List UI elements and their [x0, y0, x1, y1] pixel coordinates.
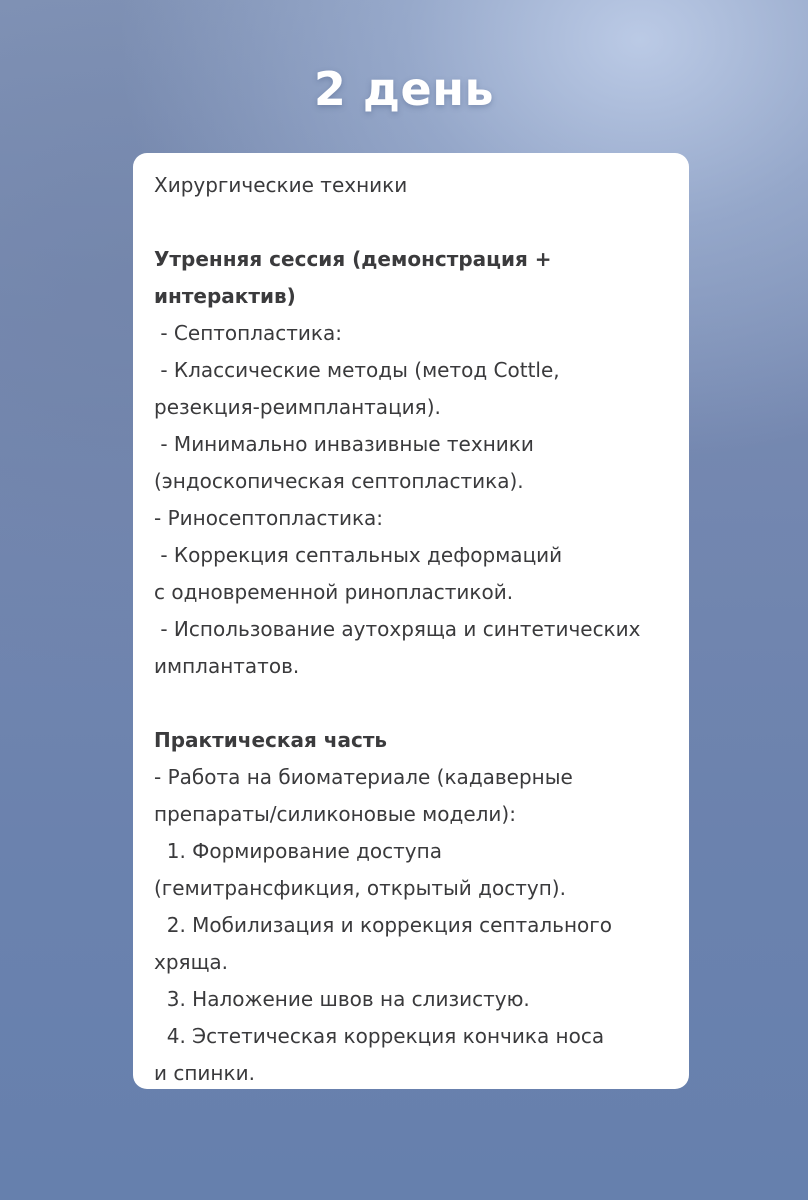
list-item: имплантатов.: [154, 654, 300, 678]
morning-session-title: Утренняя сессия (демонстрация +: [154, 247, 552, 271]
spacer: [154, 204, 689, 241]
list-item: - Минимально инвазивные техники: [154, 432, 534, 456]
list-item: 3. Наложение швов на слизистую.: [154, 987, 530, 1011]
list-item: препараты/силиконовые модели):: [154, 802, 516, 826]
list-item: (эндоскопическая септопластика).: [154, 469, 524, 493]
program-card: [133, 153, 689, 1089]
list-item: - Септопластика:: [154, 321, 342, 345]
list-item: резекция-реимплантация).: [154, 395, 441, 419]
list-item: хряща.: [154, 950, 229, 974]
list-item: 2. Мобилизация и коррекция септального: [154, 913, 613, 937]
list-item: - Коррекция септальных деформаций: [154, 543, 563, 567]
list-item: (гемитрансфикция, открытый доступ).: [154, 876, 566, 900]
list-item: 4. Эстетическая коррекция кончика носа: [154, 1024, 605, 1048]
list-item: - Риносептопластика:: [154, 506, 384, 530]
morning-session-title-cont: интерактив): [154, 284, 296, 308]
list-item: 1. Формирование доступа: [154, 839, 442, 863]
page-title: 2 день: [313, 62, 495, 116]
list-item: - Работа на биоматериале (кадаверные: [154, 765, 573, 789]
list-item: с одновременной ринопластикой.: [154, 580, 514, 604]
list-item: - Использование аутохряща и синтетических: [154, 617, 641, 641]
list-item: - Классические методы (метод Cottle,: [154, 358, 560, 382]
spacer: [154, 685, 689, 722]
card-heading: Хирургические техники: [154, 173, 408, 197]
list-item: и спинки.: [154, 1061, 255, 1085]
practical-part-title: Практическая часть: [154, 728, 388, 752]
